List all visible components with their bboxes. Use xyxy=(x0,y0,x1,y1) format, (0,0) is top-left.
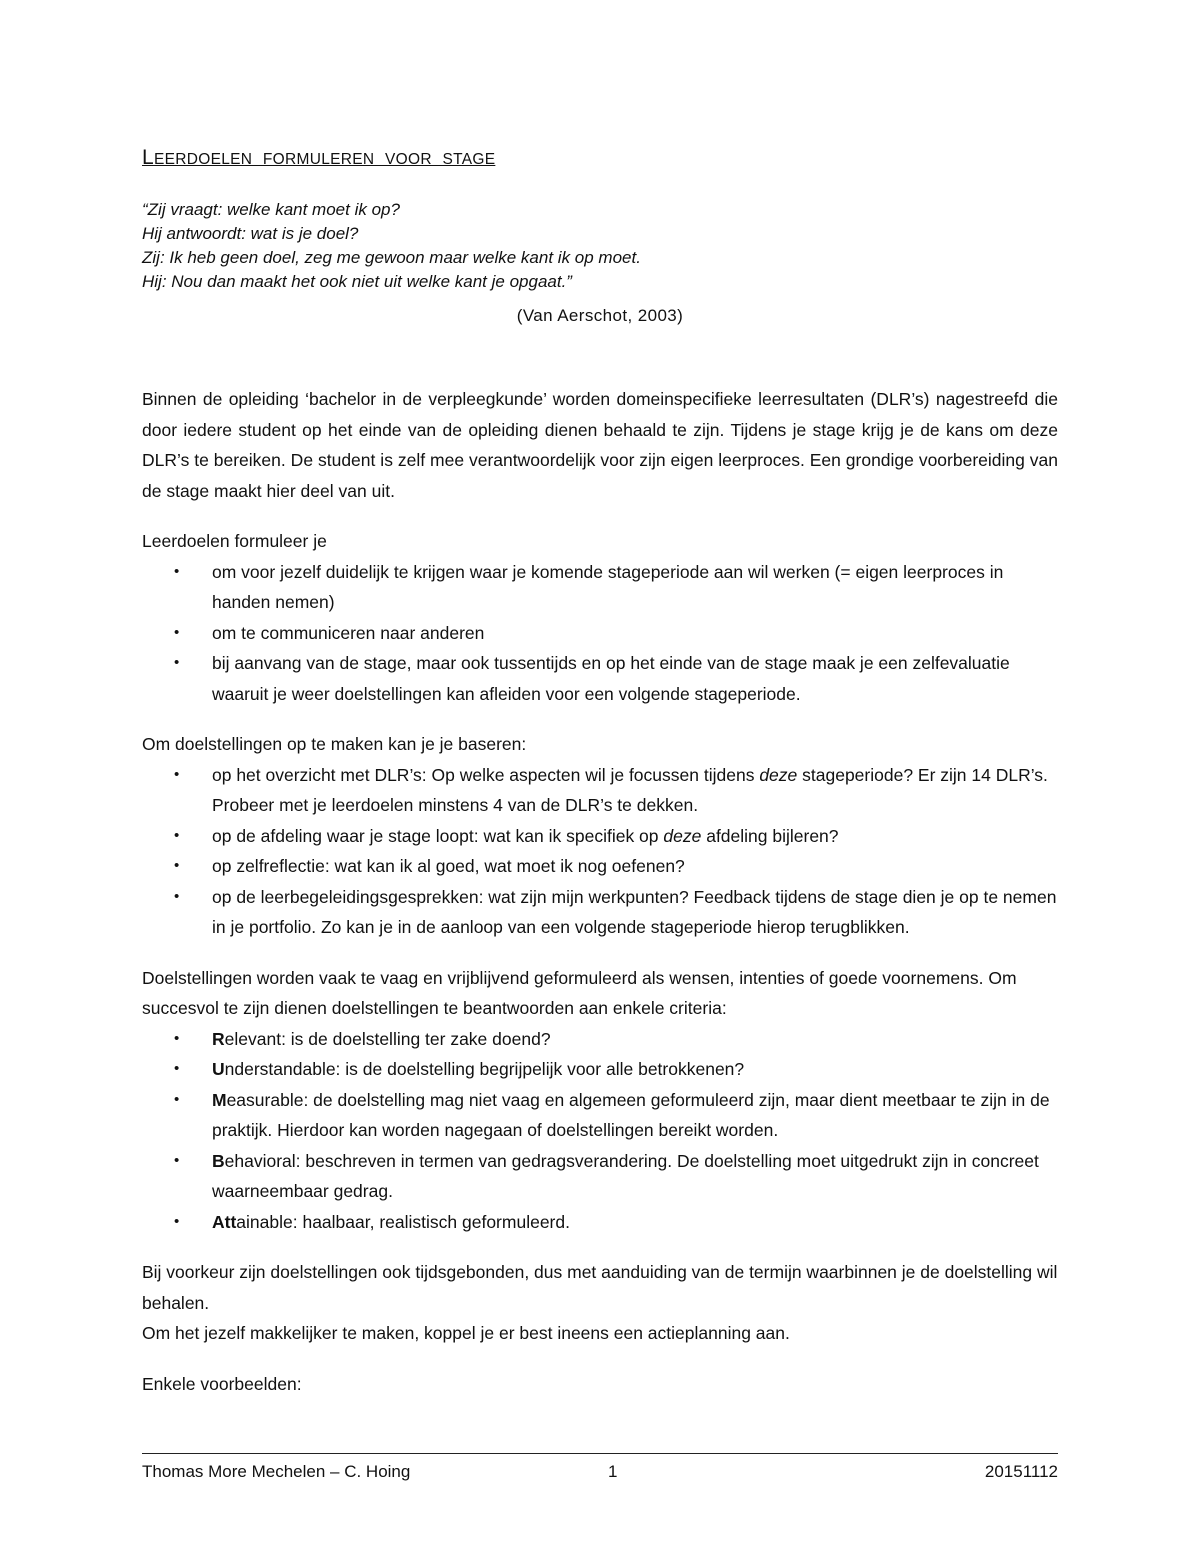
footer-author: Thomas More Mechelen – C. Hoing xyxy=(142,1462,411,1481)
list-item xyxy=(142,851,1058,882)
criterion-letter: Att xyxy=(212,1211,237,1232)
title-rest: EERDOELEN FORMULEREN VOOR STAGE xyxy=(153,151,496,168)
why-heading: Leerdoelen formuleer je xyxy=(142,531,327,551)
list-item-text: ehavioral: beschreven in termen van gedragsverandering. De doelstelling moet uitgedrukt zijn in concreet waarneembaar gedrag. xyxy=(212,1150,1039,1201)
page-content xyxy=(142,146,1058,1399)
page-title xyxy=(142,146,1058,172)
list-item xyxy=(142,1054,1058,1085)
quote-citation: (Van Aerschot, 2003) xyxy=(516,306,684,325)
bullet-icon: • xyxy=(174,1060,180,1077)
list-item-text: op de leerbegeleidingsgesprekken: wat zijn mijn werkpunten? Feedback tijdens de stage dien je op te nemen in je portfolio. Zo kan je in de aanloop van een volgende stageperiode hierop terugblikken. xyxy=(212,886,1057,937)
basis-heading: Om doelstellingen op te maken kan je je baseren: xyxy=(142,734,527,754)
list-item xyxy=(142,1085,1058,1146)
basis-list xyxy=(142,760,1058,943)
list-item-text: op het overzicht met DLR’s: Op welke aspecten wil je focussen tijdens xyxy=(212,764,760,785)
bullet-icon: • xyxy=(174,562,180,580)
list-item-text: op zelfreflectie: wat kan ik al goed, wat moet ik nog oefenen? xyxy=(212,856,685,876)
examples-heading: Enkele voorbeelden: xyxy=(142,1373,302,1394)
list-item xyxy=(142,882,1058,943)
list-item-text: easurable: de doelstelling mag niet vaag en algemeen geformuleerd zijn, maar dient meetbaar te zijn in de praktijk. Hierdoor kan worden nagegaan of doelstellingen bereikt worden. xyxy=(212,1089,1050,1140)
page-footer xyxy=(142,1453,1058,1490)
list-item xyxy=(142,1146,1058,1207)
list-item xyxy=(142,821,1058,852)
quote-line: Hij: Nou dan maakt het ook niet uit welke kant je opgaat.” xyxy=(142,272,572,291)
list-item xyxy=(142,1024,1058,1055)
criterion-letter: R xyxy=(212,1028,225,1049)
bullet-icon: • xyxy=(174,1212,180,1230)
quote-line: Zij: Ik heb geen doel, zeg me gewoon maar welke kant ik op moet. xyxy=(142,248,641,267)
list-item-text: om voor jezelf duidelijk te krijgen waar je komende stageperiode aan wil werken (= eigen leerproces in handen nemen) xyxy=(212,561,1004,612)
list-item-text: op de afdeling waar je stage loopt: wat kan ik specifiek op xyxy=(212,825,664,846)
footer-date: 20151112 xyxy=(984,1462,1058,1481)
list-item xyxy=(142,648,1058,709)
bullet-icon: • xyxy=(174,1090,180,1108)
emphasis-text: deze xyxy=(759,764,798,785)
list-item-text: stageperiode? Er zijn 14 DLR’s. Probeer met je leerdoelen minstens 4 van de DLR’s te dekken. xyxy=(212,764,1048,815)
list-item xyxy=(142,557,1058,618)
list-item-text: nderstandable: is de doelstelling begrijpelijk voor alle betrokkenen? xyxy=(224,1059,745,1079)
bullet-icon: • xyxy=(174,654,180,671)
list-item-text: afdeling bijleren? xyxy=(701,825,839,846)
bullet-icon: • xyxy=(174,887,180,905)
list-item-text: bij aanvang van de stage, maar ook tussentijds en op het einde van de stage maak je een zelfevaluatie waaruit je weer doelstellingen kan afleiden voor een volgende stageperiode. xyxy=(212,653,1010,704)
bullet-icon: • xyxy=(174,1151,180,1169)
emphasis-text: deze xyxy=(663,825,702,846)
list-item xyxy=(142,1207,1058,1238)
list-item-text: ainable: haalbaar, realistisch geformuleerd. xyxy=(236,1211,570,1232)
bullet-icon: • xyxy=(174,857,180,874)
criterion-letter: M xyxy=(212,1089,227,1110)
list-item-text: om te communiceren naar anderen xyxy=(212,622,485,643)
title-initial: L xyxy=(142,146,154,169)
bullet-icon: • xyxy=(174,1029,180,1047)
closing-paragraph: Bij voorkeur zijn doelstellingen ook tijdsgebonden, dus met aanduiding van de termijn waarbinnen je de doelstelling wil behalen. xyxy=(142,1262,1058,1313)
intro-paragraph: Binnen de opleiding ‘bachelor in de verpleegkunde’ worden domeinspecifieke leerresultaten (DLR’s) nagestreefd die door iedere student op het einde van de opleiding dienen behaald te zijn. Tijdens je stage krijg je de kans om deze DLR’s te bereiken. De student is zelf mee verantwoordelijk voor zijn eigen leerproces. Een grondige voorbereiding van de stage maakt hier deel van uit. xyxy=(142,389,1058,501)
bullet-icon: • xyxy=(174,826,180,844)
criterion-letter: U xyxy=(212,1059,225,1079)
bullet-icon: • xyxy=(174,623,180,641)
criterion-letter: B xyxy=(212,1150,225,1171)
list-item xyxy=(142,618,1058,649)
criteria-intro: Doelstellingen worden vaak te vaag en vrijblijvend geformuleerd als wensen, intenties of goede voornemens. Om succesvol te zijn dienen doelstellingen te beantwoorden aan enkele criteria: xyxy=(142,967,1017,1018)
page-number: 1 xyxy=(608,1462,618,1481)
list-item-text: elevant: is de doelstelling ter zake doend? xyxy=(224,1028,551,1049)
quote-line: Hij antwoordt: wat is je doel? xyxy=(142,224,359,243)
list-item xyxy=(142,760,1058,821)
closing-paragraph-2: Om het jezelf makkelijker te maken, koppel je er best ineens een actieplanning aan. xyxy=(142,1323,790,1343)
criteria-list xyxy=(142,1024,1058,1238)
opening-quote xyxy=(142,198,1058,294)
quote-line: “Zij vraagt: welke kant moet ik op? xyxy=(142,200,400,219)
bullet-icon: • xyxy=(174,765,180,783)
why-list xyxy=(142,557,1058,710)
